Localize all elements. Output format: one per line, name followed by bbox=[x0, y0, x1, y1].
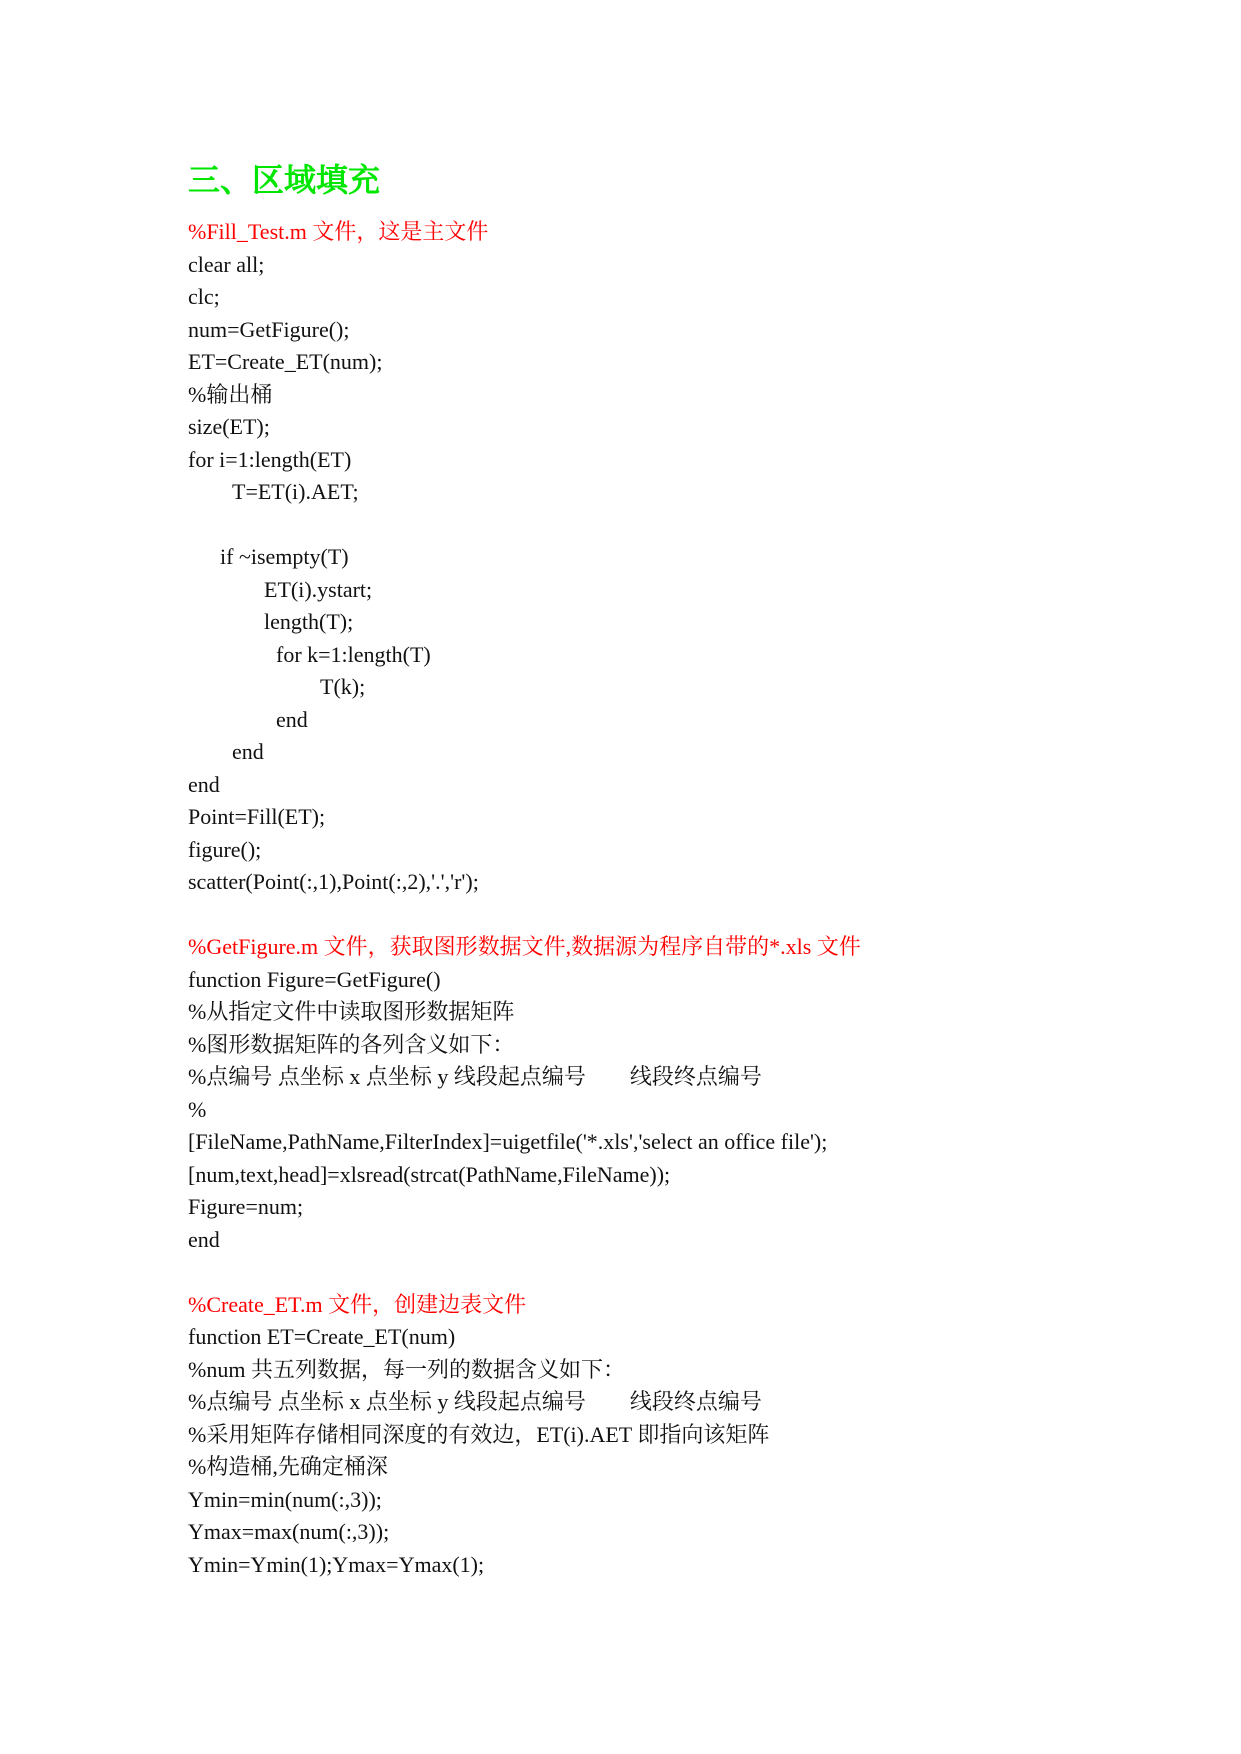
code-line: end bbox=[188, 771, 220, 797]
code-line: clear all; bbox=[188, 251, 265, 277]
code-line: [FileName,PathName,FilterIndex]=uigetfile('*.xls','select an office file'); bbox=[188, 1129, 828, 1154]
code-line: figure(); bbox=[188, 836, 262, 862]
code-line: function ET=Create_ET(num) bbox=[188, 1324, 456, 1349]
code-line: %num 共五列数据，每一列的数据含义如下： bbox=[188, 1356, 625, 1382]
comment-line: %GetFigure.m 文件，获取图形数据文件,数据源为程序自带的*.xls 文件 bbox=[188, 934, 861, 959]
code-line: %图形数据矩阵的各列含义如下： bbox=[188, 1031, 515, 1057]
code-line: T=ET(i).AET; bbox=[232, 479, 359, 504]
code-line: ET=Create_ET(num); bbox=[188, 349, 383, 374]
code-line: %点编号 点坐标 x 点坐标 y 线段起点编号 线段终点编号 bbox=[188, 1389, 762, 1414]
code-line: if ~isempty(T) bbox=[220, 544, 349, 569]
code-line: Point=Fill(ET); bbox=[188, 804, 326, 829]
code-line: %采用矩阵存储相同深度的有效边，ET(i).AET 即指向该矩阵 bbox=[188, 1421, 770, 1447]
code-line: %构造桶,先确定桶深 bbox=[188, 1454, 388, 1479]
code-line: %从指定文件中读取图形数据矩阵 bbox=[188, 999, 515, 1024]
comment-line: %Create_ET.m 文件，创建边表文件 bbox=[188, 1291, 527, 1317]
code-line: ET(i).ystart; bbox=[264, 576, 373, 602]
code-line: Ymin=min(num(:,3)); bbox=[188, 1486, 382, 1512]
code-line: %点编号 点坐标 x 点坐标 y 线段起点编号 线段终点编号 bbox=[188, 1064, 762, 1089]
code-line: %输出桶 bbox=[188, 381, 273, 407]
code-line: length(T); bbox=[264, 609, 354, 634]
code-line: clc; bbox=[188, 284, 220, 309]
code-line: size(ET); bbox=[188, 414, 270, 439]
code-line: [num,text,head]=xlsread(strcat(PathName,FileName)); bbox=[188, 1161, 671, 1187]
code-line: function Figure=GetFigure() bbox=[188, 966, 441, 992]
code-line: Figure=num; bbox=[188, 1194, 304, 1219]
code-line: for k=1:length(T) bbox=[276, 641, 431, 667]
code-line: T(k); bbox=[320, 674, 366, 699]
code-line: end bbox=[276, 706, 308, 732]
code-line: Ymin=Ymin(1);Ymax=Ymax(1); bbox=[188, 1551, 485, 1577]
code-line: end bbox=[188, 1226, 220, 1252]
code-line: scatter(Point(:,1),Point(:,2),'.','r'); bbox=[188, 869, 479, 894]
code-line: % bbox=[188, 1096, 207, 1122]
comment-line: %Fill_Test.m 文件，这是主文件 bbox=[188, 219, 489, 244]
code-line: for i=1:length(ET) bbox=[188, 446, 352, 472]
code-line: Ymax=max(num(:,3)); bbox=[188, 1519, 390, 1544]
section-heading: 三、区域填充 bbox=[188, 161, 381, 199]
code-line: end bbox=[232, 739, 264, 764]
code-line: num=GetFigure(); bbox=[188, 316, 350, 342]
